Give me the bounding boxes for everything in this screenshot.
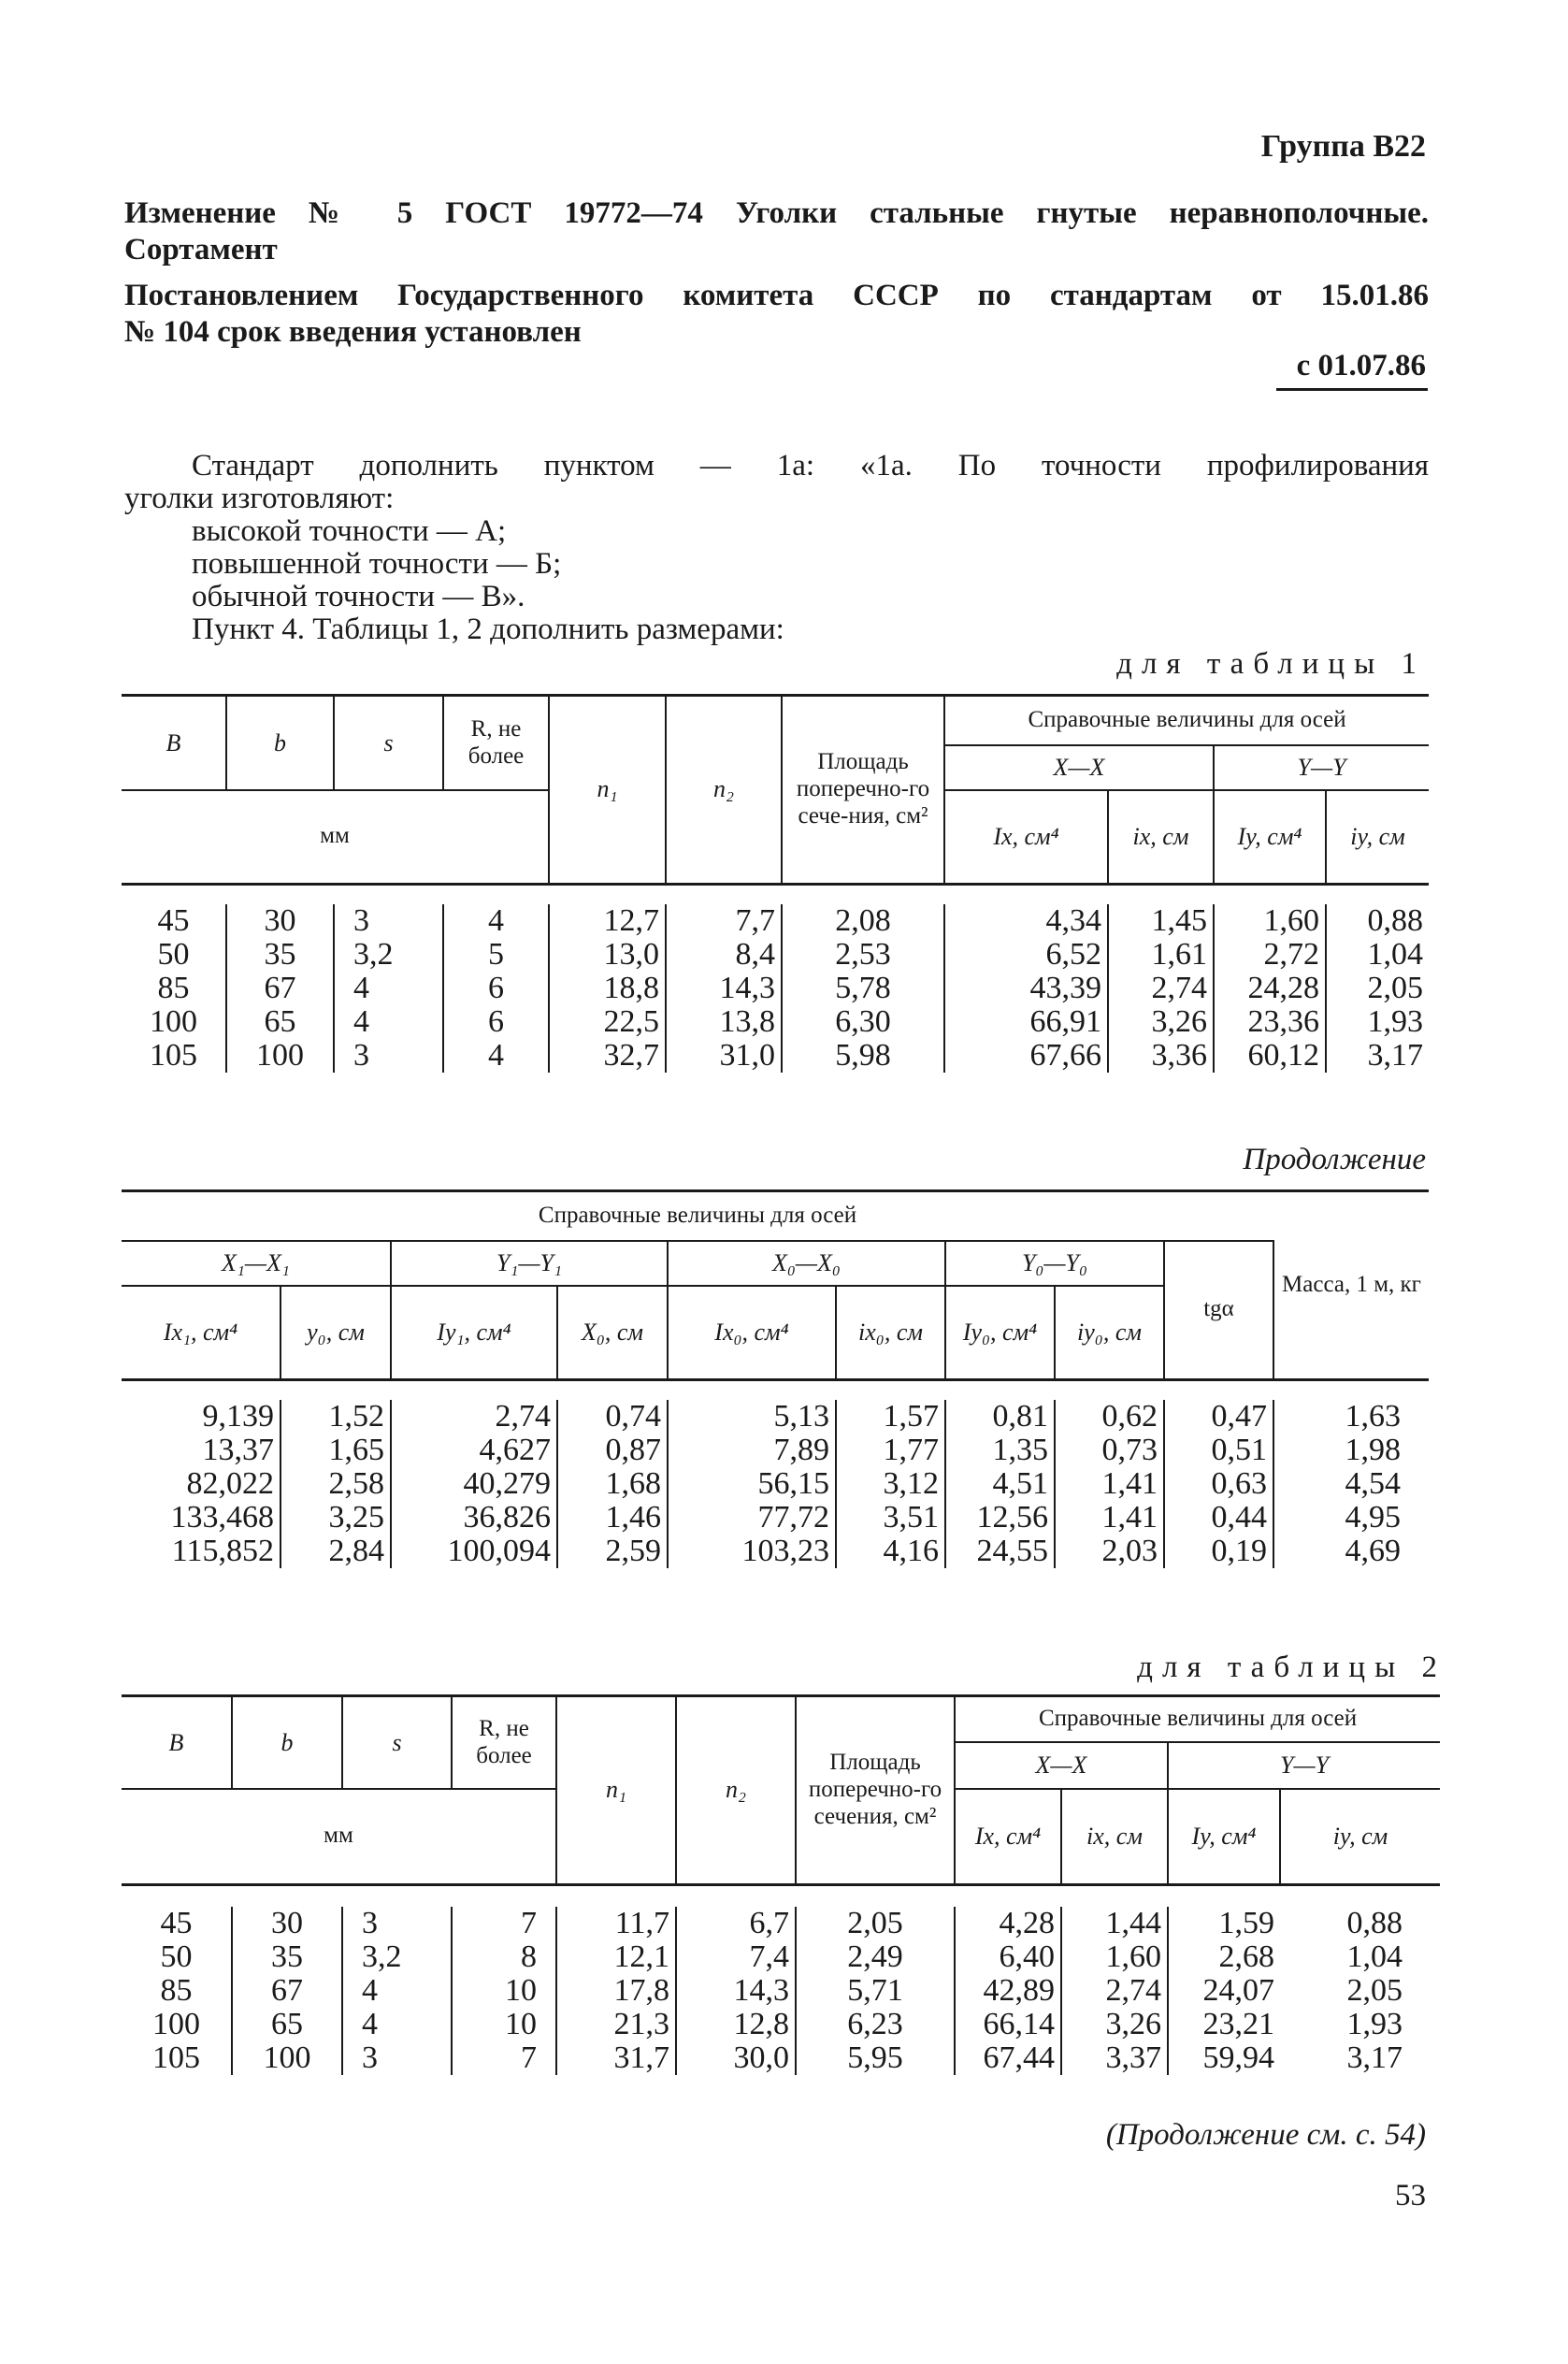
t2-col-n1: n₁ xyxy=(556,1697,676,1884)
axis-x0x0: X₀—X₀ xyxy=(668,1241,945,1286)
col-x0: X₀, см xyxy=(557,1286,668,1379)
t2-axis-yy: Y—Y xyxy=(1168,1742,1440,1789)
col-Ix0: Ix₀, см⁴ xyxy=(668,1286,836,1379)
t2-ix: 1,44 1,60 2,74 3,26 3,37 xyxy=(1061,1907,1168,2075)
t2-Iy: 1,59 2,68 24,07 23,21 59,94 xyxy=(1168,1907,1280,2075)
t1b-Iy1: 2,74 4,627 40,279 36,826 100,094 xyxy=(391,1400,557,1568)
group-code: Группа В22 xyxy=(1260,129,1426,164)
t1-Ix: 4,34 6,52 43,39 66,91 67,66 xyxy=(944,904,1108,1073)
t2-b: 30 35 67 65 100 xyxy=(232,1907,342,2075)
table1-caption: для таблицы 1 xyxy=(1116,647,1426,681)
t2-col-R: R, не более xyxy=(452,1697,556,1789)
t1-Iy: 1,60 2,72 24,28 23,36 60,12 xyxy=(1214,904,1326,1073)
col-n2: n₂ xyxy=(666,697,782,884)
unit-mm: мм xyxy=(320,823,350,849)
continuation-footer: (Продолжение см. с. 54) xyxy=(1105,2118,1426,2152)
col-Iy1: Iy₁, см⁴ xyxy=(391,1286,557,1379)
t2-col-s: s xyxy=(342,1697,452,1789)
table-1 xyxy=(122,697,1429,1073)
t1-ix: 1,45 1,61 2,74 3,26 3,36 xyxy=(1108,904,1214,1073)
body-line-4: повышенной точности — Б; xyxy=(192,547,562,581)
body-line-6: Пункт 4. Таблицы 1, 2 дополнить размерами: xyxy=(192,613,784,646)
t1b-ix0: 1,57 1,77 3,12 3,51 4,16 xyxy=(836,1400,945,1568)
col-iy0: iy₀, см xyxy=(1055,1286,1164,1379)
col-Iy: Iy, см⁴ xyxy=(1214,790,1326,884)
axis-x1x1: X₁—X₁ xyxy=(122,1241,391,1286)
effective-date: с 01.07.86 xyxy=(1296,349,1426,382)
t1-area: 2,08 2,53 5,78 6,30 5,98 xyxy=(782,904,944,1073)
t2-col-ix: ix, см xyxy=(1061,1789,1168,1884)
t1b-y0: 1,52 1,65 2,58 3,25 2,84 xyxy=(281,1400,391,1568)
t1-B: 45 50 85 100 105 xyxy=(150,902,197,1073)
table-1-continued xyxy=(122,1192,1429,1568)
t2-n2: 6,7 7,4 14,3 12,8 30,0 xyxy=(676,1907,796,2075)
axis-yy: Y—Y xyxy=(1214,745,1429,790)
t2-s: 3 3,2 4 4 3 xyxy=(342,1907,452,2075)
t2-B: 45 50 85 100 105 xyxy=(152,1905,200,2075)
t1-n2: 7,7 8,4 14,3 13,8 31,0 xyxy=(666,904,782,1073)
col-iy: iy, см xyxy=(1326,790,1429,884)
t2-unit-mm: мм xyxy=(324,1823,353,1849)
t2-col-n2: n₂ xyxy=(676,1697,796,1884)
t2-iy: 0,88 1,04 2,05 1,93 3,17 xyxy=(1346,1905,1403,2075)
col-area: Площадь поперечно-го сече-ния, см² xyxy=(782,697,944,884)
t1-R: 4 5 6 6 4 xyxy=(443,904,549,1073)
body-line-2: уголки изготовляют: xyxy=(124,482,395,515)
t2-col-Ix: Ix, см⁴ xyxy=(955,1789,1061,1884)
t1b-Ix0: 5,13 7,89 56,15 77,72 103,23 xyxy=(668,1400,836,1568)
change-title: Изменение № 5 ГОСТ 19772—74 Уголки стальные гнутые неравнополочные. xyxy=(124,196,1429,230)
date-underline xyxy=(1276,388,1428,391)
t2-col-Iy: Iy, см⁴ xyxy=(1168,1789,1280,1884)
axis-y0y0: Y₀—Y₀ xyxy=(945,1241,1164,1286)
t2-n1: 11,7 12,1 17,8 21,3 31,7 xyxy=(556,1907,676,2075)
t1-iy: 0,88 1,04 2,05 1,93 3,17 xyxy=(1326,904,1429,1073)
t1-b: 30 35 67 65 100 xyxy=(226,904,334,1073)
table-2 xyxy=(122,1697,1440,2075)
t2-col-iy: iy, см xyxy=(1280,1789,1440,1884)
t2-axis-xx: X—X xyxy=(955,1742,1168,1789)
col-R: R, не более xyxy=(443,697,549,790)
t1b-iy0: 0,62 0,73 1,41 1,41 2,03 xyxy=(1055,1400,1164,1568)
table2-caption: для таблицы 2 xyxy=(1137,1650,1446,1684)
t2-col-B: B xyxy=(122,1697,232,1789)
t1-n1: 12,7 13,0 18,8 22,5 32,7 xyxy=(549,904,666,1073)
t2-col-b: b xyxy=(232,1697,342,1789)
t1-s: 3 3,2 4 4 3 xyxy=(334,904,443,1073)
col-s: s xyxy=(334,697,443,790)
axis-y1y1: Y₁—Y₁ xyxy=(391,1241,668,1286)
col-b: b xyxy=(226,697,334,790)
t2-col-area: Площадь поперечно-го сечения, см² xyxy=(796,1697,955,1884)
col-ix0: ix₀, см xyxy=(836,1286,945,1379)
t1b-x0: 0,74 0,87 1,68 1,46 2,59 xyxy=(557,1400,668,1568)
col-n1: n₁ xyxy=(549,697,666,884)
ref-axes: Справочные величины для осей xyxy=(944,697,1429,745)
continuation-label: Продолжение xyxy=(1243,1143,1426,1176)
col-B: B xyxy=(122,697,226,790)
body-line-1: Стандарт дополнить пунктом — 1а: «1а. По точности профилирования xyxy=(192,449,1429,483)
t1b-mass: 1,63 1,98 4,54 4,95 4,69 xyxy=(1345,1398,1401,1568)
col-Ix1: Ix₁, см⁴ xyxy=(163,1318,238,1346)
t2-R: 7 8 10 10 7 xyxy=(452,1907,556,2075)
decree-text: Постановлением Государственного комитета СССР по стандартам от 15.01.86 xyxy=(124,279,1429,312)
col-Ix: Ix, см⁴ xyxy=(944,790,1108,884)
t2-area: 2,05 2,49 5,71 6,23 5,95 xyxy=(796,1907,955,2075)
page-number: 53 xyxy=(1395,2179,1426,2213)
col-Iy0: Iy₀, см⁴ xyxy=(945,1286,1055,1379)
t2-ref-axes: Справочные величины для осей xyxy=(955,1697,1440,1742)
change-title-2: Сортамент xyxy=(124,233,278,267)
col-ix: ix, см xyxy=(1108,790,1214,884)
body-line-5: обычной точности — В». xyxy=(192,580,525,613)
t1b-Ix1: 9,139 13,37 82,022 133,468 115,852 xyxy=(170,1398,274,1568)
col-mass: Масса, 1 м, кг xyxy=(1282,1271,1421,1297)
col-tga: tgα xyxy=(1164,1241,1273,1379)
ref-axes-2: Справочные величины для осей xyxy=(122,1192,1273,1241)
t1b-Iy0: 0,81 1,35 4,51 12,56 24,55 xyxy=(945,1400,1055,1568)
col-y0: y₀, см xyxy=(281,1286,391,1379)
body-line-3: высокой точности — А; xyxy=(192,514,507,548)
t2-Ix: 4,28 6,40 42,89 66,14 67,44 xyxy=(955,1907,1061,2075)
decree-text-2: № 104 срок введения установлен xyxy=(124,315,582,349)
axis-xx: X—X xyxy=(944,745,1214,790)
t1b-tga: 0,47 0,51 0,63 0,44 0,19 xyxy=(1164,1400,1273,1568)
